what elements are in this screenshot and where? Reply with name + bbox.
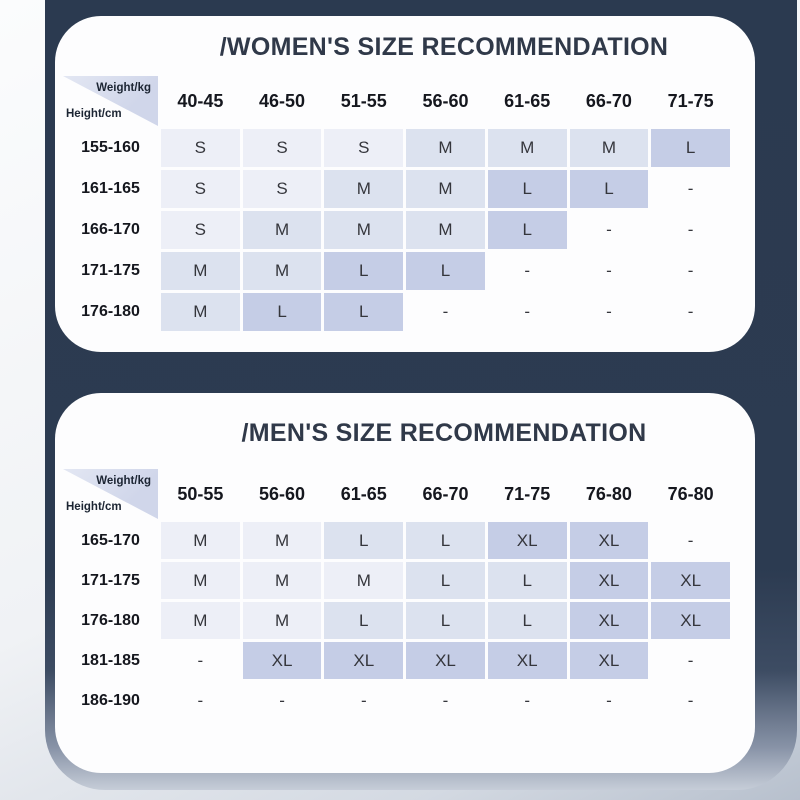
size-cell: M bbox=[243, 562, 322, 599]
height-range-label: 171-175 bbox=[81, 262, 140, 279]
size-cell: M bbox=[243, 602, 322, 639]
size-cell: - bbox=[687, 220, 694, 239]
height-range-label: 181-185 bbox=[81, 651, 140, 669]
weight-range-header: 71-75 bbox=[667, 90, 714, 111]
size-cell: L bbox=[324, 522, 403, 559]
weight-range-header: 50-55 bbox=[177, 483, 224, 504]
weight-unit-label: Weight/kg bbox=[96, 475, 151, 487]
size-cell: M bbox=[324, 211, 403, 249]
size-cell: L bbox=[324, 293, 403, 331]
weight-range-header: 46-50 bbox=[259, 90, 306, 111]
size-cell: L bbox=[651, 129, 730, 167]
size-cell: L bbox=[488, 602, 567, 639]
size-cell: M bbox=[488, 129, 567, 167]
size-cell: XL bbox=[570, 522, 649, 559]
size-cell: XL bbox=[324, 642, 403, 679]
weight-range-header: 66-70 bbox=[422, 483, 469, 504]
size-cell: - bbox=[687, 650, 694, 670]
height-unit-label: Height/cm bbox=[66, 108, 122, 120]
size-cell: - bbox=[606, 302, 612, 321]
mens-size-title: /MEN'S SIZE RECOMMENDATION bbox=[241, 419, 647, 447]
size-cell: - bbox=[606, 261, 612, 280]
size-cell: - bbox=[197, 690, 204, 710]
size-cell: XL bbox=[570, 562, 649, 599]
size-cell: M bbox=[243, 252, 322, 290]
mens-size-card bbox=[55, 393, 755, 773]
size-cell: - bbox=[524, 302, 531, 321]
womens-size-table bbox=[63, 76, 730, 331]
size-cell: XL bbox=[406, 642, 485, 679]
size-cell: - bbox=[442, 690, 449, 710]
size-cell: - bbox=[606, 690, 612, 710]
size-cell: - bbox=[687, 179, 694, 198]
height-range-label: 176-180 bbox=[81, 303, 140, 320]
weight-range-header: 66-70 bbox=[585, 90, 632, 111]
size-cell: M bbox=[406, 211, 485, 249]
weight-range-header: 76-80 bbox=[585, 483, 632, 504]
size-cell: - bbox=[606, 220, 612, 239]
size-cell: M bbox=[243, 211, 322, 249]
size-cell: M bbox=[243, 522, 322, 559]
size-cell: XL bbox=[570, 642, 649, 679]
weight-height-corner-cell bbox=[63, 469, 158, 519]
size-cell: L bbox=[406, 602, 485, 639]
size-cell: M bbox=[324, 170, 403, 208]
size-cell: M bbox=[406, 170, 485, 208]
size-cell: M bbox=[161, 252, 240, 290]
size-cell: - bbox=[360, 690, 367, 710]
size-cell: XL bbox=[488, 522, 567, 559]
size-cell: L bbox=[488, 562, 567, 599]
size-cell: XL bbox=[651, 602, 730, 639]
size-cell: - bbox=[687, 261, 694, 280]
size-cell: S bbox=[324, 129, 403, 167]
height-range-label: 166-170 bbox=[81, 221, 140, 238]
mens-size-table bbox=[63, 469, 730, 719]
size-cell: L bbox=[570, 170, 649, 208]
size-cell: M bbox=[161, 602, 240, 639]
size-cell: L bbox=[406, 522, 485, 559]
size-cell: XL bbox=[651, 562, 730, 599]
size-cell: L bbox=[324, 252, 403, 290]
height-unit-label: Height/cm bbox=[66, 501, 122, 513]
womens-size-title: /WOMEN'S SIZE RECOMMENDATION bbox=[219, 33, 669, 61]
size-cell: S bbox=[243, 129, 322, 167]
size-cell: M bbox=[570, 129, 649, 167]
height-range-label: 171-175 bbox=[81, 571, 140, 589]
weight-range-header: 71-75 bbox=[504, 483, 551, 504]
height-range-label: 155-160 bbox=[81, 139, 140, 156]
weight-range-header: 56-60 bbox=[259, 483, 306, 504]
size-cell: - bbox=[442, 302, 449, 321]
size-cell: M bbox=[161, 562, 240, 599]
size-cell: - bbox=[687, 302, 694, 321]
height-range-label: 176-180 bbox=[81, 611, 140, 629]
height-range-label: 161-165 bbox=[81, 180, 140, 197]
size-cell: XL bbox=[488, 642, 567, 679]
size-cell: M bbox=[161, 522, 240, 559]
size-cell: L bbox=[488, 170, 567, 208]
size-cell: XL bbox=[243, 642, 322, 679]
weight-range-header: 76-80 bbox=[667, 483, 714, 504]
height-range-label: 186-190 bbox=[81, 691, 140, 709]
weight-range-header: 51-55 bbox=[340, 90, 387, 111]
weight-range-header: 61-65 bbox=[340, 483, 387, 504]
size-cell: L bbox=[243, 293, 322, 331]
size-cell: - bbox=[279, 690, 285, 710]
size-cell: - bbox=[687, 530, 694, 550]
weight-unit-label: Weight/kg bbox=[96, 82, 151, 94]
weight-range-header: 56-60 bbox=[422, 90, 469, 111]
size-cell: XL bbox=[570, 602, 649, 639]
size-cell: M bbox=[406, 129, 485, 167]
womens-size-card bbox=[55, 16, 755, 352]
size-cell: M bbox=[324, 562, 403, 599]
weight-range-header: 40-45 bbox=[177, 90, 224, 111]
size-cell: S bbox=[161, 129, 240, 167]
size-cell: - bbox=[524, 690, 531, 710]
size-cell: - bbox=[524, 261, 531, 280]
size-cell: S bbox=[243, 170, 322, 208]
size-cell: S bbox=[161, 211, 240, 249]
size-cell: M bbox=[161, 293, 240, 331]
size-cell: L bbox=[324, 602, 403, 639]
height-range-label: 165-170 bbox=[81, 531, 140, 549]
weight-range-header: 61-65 bbox=[504, 90, 551, 111]
size-cell: L bbox=[488, 211, 567, 249]
size-cell: - bbox=[687, 690, 694, 710]
size-cell: L bbox=[406, 562, 485, 599]
size-cell: L bbox=[406, 252, 485, 290]
size-cell: - bbox=[197, 650, 204, 670]
size-cell: S bbox=[161, 170, 240, 208]
weight-height-corner-cell bbox=[63, 76, 158, 126]
